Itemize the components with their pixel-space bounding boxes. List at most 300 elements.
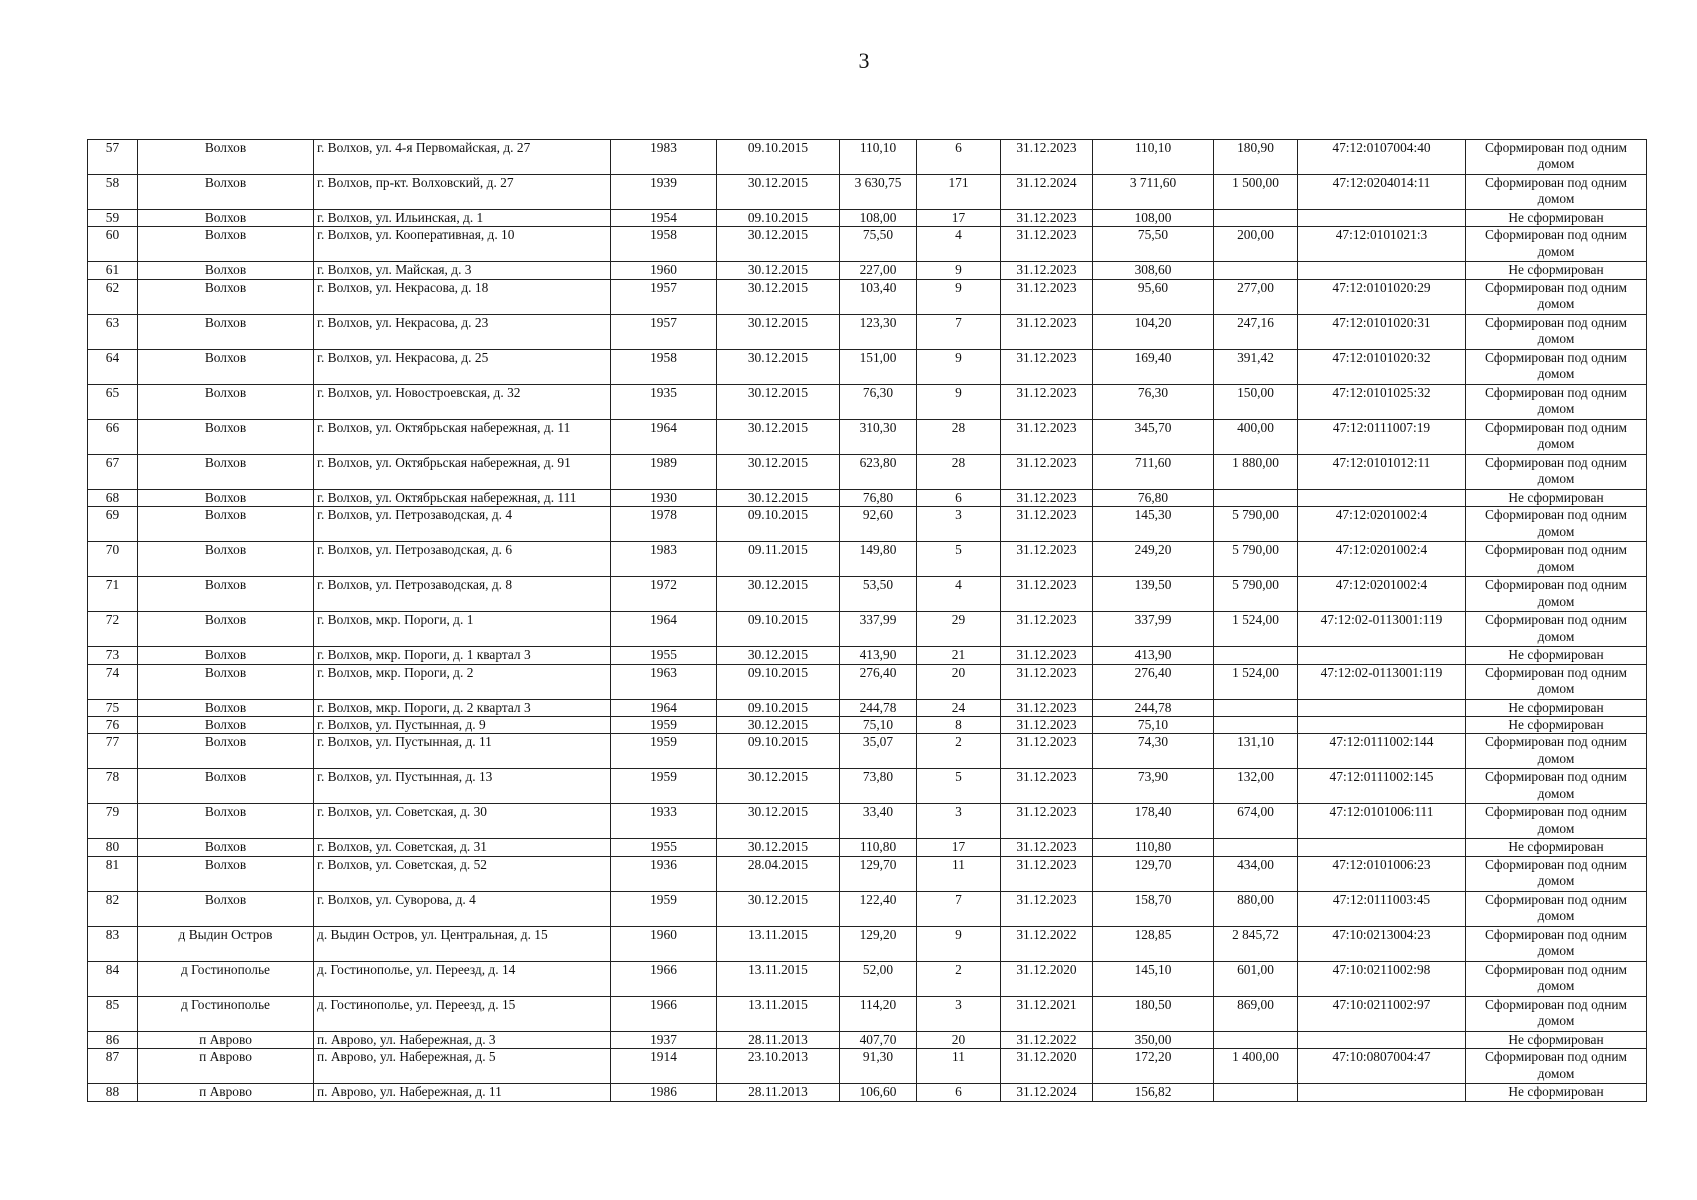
- cell-total-area: 76,30: [1093, 384, 1214, 419]
- cell-cadastral-number: [1298, 1084, 1466, 1101]
- cell-address: г. Волхов, мкр. Пороги, д. 1: [314, 612, 611, 647]
- cell-land-status: Сформирован под одним домом: [1466, 542, 1647, 577]
- cell-planned-date: 31.12.2023: [1001, 349, 1093, 384]
- cell-number: 58: [88, 175, 138, 210]
- cell-planned-date: 31.12.2023: [1001, 542, 1093, 577]
- cell-land-status: Сформирован под одним домом: [1466, 664, 1647, 699]
- cell-land-status: Не сформирован: [1466, 262, 1647, 279]
- cell-total-area: 75,10: [1093, 717, 1214, 734]
- cell-year: 1937: [611, 1031, 717, 1048]
- cell-year: 1959: [611, 769, 717, 804]
- cell-land-status: Сформирован под одним домом: [1466, 314, 1647, 349]
- cell-area: 76,80: [840, 489, 917, 506]
- cell-land-area: 2 845,72: [1214, 926, 1298, 961]
- cell-land-area: 880,00: [1214, 891, 1298, 926]
- cell-area: 3 630,75: [840, 175, 917, 210]
- table-row: [88, 210, 1647, 227]
- cell-area: 227,00: [840, 262, 917, 279]
- cell-locality: Волхов: [138, 769, 314, 804]
- cell-residents: 24: [917, 699, 1001, 716]
- cell-total-area: 3 711,60: [1093, 175, 1214, 210]
- cell-area: 108,00: [840, 210, 917, 227]
- cell-land-status: Сформирован под одним домом: [1466, 349, 1647, 384]
- cell-address: г. Волхов, ул. Октябрьская набережная, д. 111: [314, 489, 611, 506]
- cell-planned-date: 31.12.2023: [1001, 804, 1093, 839]
- cell-area: 244,78: [840, 699, 917, 716]
- cell-area: 33,40: [840, 804, 917, 839]
- cell-land-area: 1 524,00: [1214, 612, 1298, 647]
- cell-land-status: Сформирован под одним домом: [1466, 454, 1647, 489]
- cell-total-area: 156,82: [1093, 1084, 1214, 1101]
- cell-number: 57: [88, 140, 138, 175]
- cell-area: 110,80: [840, 839, 917, 856]
- cell-total-area: 139,50: [1093, 577, 1214, 612]
- cell-total-area: 73,90: [1093, 769, 1214, 804]
- cell-year: 1972: [611, 577, 717, 612]
- cell-cadastral-number: [1298, 839, 1466, 856]
- cell-total-area: 108,00: [1093, 210, 1214, 227]
- cell-locality: п Аврово: [138, 1049, 314, 1084]
- cell-area: 73,80: [840, 769, 917, 804]
- cell-land-status: Не сформирован: [1466, 210, 1647, 227]
- cell-total-area: 95,60: [1093, 279, 1214, 314]
- cell-total-area: 350,00: [1093, 1031, 1214, 1048]
- cell-land-status: Сформирован под одним домом: [1466, 612, 1647, 647]
- cell-residents: 17: [917, 839, 1001, 856]
- cell-locality: Волхов: [138, 262, 314, 279]
- cell-locality: д Выдин Остров: [138, 926, 314, 961]
- cell-cadastral-number: 47:12:0111002:145: [1298, 769, 1466, 804]
- cell-date: 09.10.2015: [717, 507, 840, 542]
- cell-residents: 28: [917, 419, 1001, 454]
- cell-planned-date: 31.12.2023: [1001, 664, 1093, 699]
- cell-total-area: 413,90: [1093, 647, 1214, 664]
- cell-area: 310,30: [840, 419, 917, 454]
- cell-area: 52,00: [840, 961, 917, 996]
- cell-area: 129,70: [840, 856, 917, 891]
- cell-year: 1958: [611, 227, 717, 262]
- cell-residents: 6: [917, 1084, 1001, 1101]
- cell-date: 30.12.2015: [717, 349, 840, 384]
- cell-land-area: 391,42: [1214, 349, 1298, 384]
- cell-area: 75,10: [840, 717, 917, 734]
- cell-planned-date: 31.12.2020: [1001, 1049, 1093, 1084]
- cell-number: 79: [88, 804, 138, 839]
- cell-residents: 4: [917, 577, 1001, 612]
- cell-planned-date: 31.12.2023: [1001, 769, 1093, 804]
- cell-address: г. Волхов, пр-кт. Волховский, д. 27: [314, 175, 611, 210]
- table-row: [88, 419, 1647, 454]
- cell-address: г. Волхов, ул. Новостроевская, д. 32: [314, 384, 611, 419]
- cell-address: г. Волхов, ул. Пустынная, д. 9: [314, 717, 611, 734]
- table-row: [88, 489, 1647, 506]
- cell-date: 30.12.2015: [717, 419, 840, 454]
- page-number: 3: [858, 48, 870, 73]
- cell-residents: 21: [917, 647, 1001, 664]
- cell-residents: 11: [917, 1049, 1001, 1084]
- cell-planned-date: 31.12.2023: [1001, 454, 1093, 489]
- cell-land-status: Сформирован под одним домом: [1466, 227, 1647, 262]
- cell-residents: 9: [917, 349, 1001, 384]
- cell-land-status: Сформирован под одним домом: [1466, 891, 1647, 926]
- cell-address: г. Волхов, мкр. Пороги, д. 2 квартал 3: [314, 699, 611, 716]
- cell-locality: Волхов: [138, 804, 314, 839]
- cell-land-status: Сформирован под одним домом: [1466, 507, 1647, 542]
- cell-cadastral-number: 47:12:0101020:31: [1298, 314, 1466, 349]
- cell-locality: Волхов: [138, 175, 314, 210]
- cell-total-area: 172,20: [1093, 1049, 1214, 1084]
- table-row: [88, 1049, 1647, 1084]
- cell-number: 75: [88, 699, 138, 716]
- cell-area: 122,40: [840, 891, 917, 926]
- table-row: [88, 856, 1647, 891]
- cell-date: 30.12.2015: [717, 577, 840, 612]
- table-row: [88, 612, 1647, 647]
- cell-locality: Волхов: [138, 384, 314, 419]
- cell-cadastral-number: 47:12:02-0113001:119: [1298, 664, 1466, 699]
- cell-locality: Волхов: [138, 227, 314, 262]
- cell-date: 30.12.2015: [717, 314, 840, 349]
- cell-cadastral-number: 47:12:0201002:4: [1298, 577, 1466, 612]
- cell-locality: Волхов: [138, 664, 314, 699]
- cell-locality: Волхов: [138, 210, 314, 227]
- cell-year: 1983: [611, 140, 717, 175]
- cell-locality: Волхов: [138, 349, 314, 384]
- cell-date: 30.12.2015: [717, 279, 840, 314]
- cell-land-status: Сформирован под одним домом: [1466, 961, 1647, 996]
- cell-date: 30.12.2015: [717, 891, 840, 926]
- cell-year: 1964: [611, 612, 717, 647]
- cell-cadastral-number: [1298, 647, 1466, 664]
- cell-residents: 5: [917, 542, 1001, 577]
- cell-land-status: Сформирован под одним домом: [1466, 1049, 1647, 1084]
- table-row: [88, 227, 1647, 262]
- cell-planned-date: 31.12.2023: [1001, 384, 1093, 419]
- cell-year: 1989: [611, 454, 717, 489]
- cell-date: 09.10.2015: [717, 664, 840, 699]
- cell-year: 1964: [611, 699, 717, 716]
- cell-locality: Волхов: [138, 647, 314, 664]
- cell-residents: 3: [917, 804, 1001, 839]
- cell-year: 1986: [611, 1084, 717, 1101]
- cell-date: 30.12.2015: [717, 717, 840, 734]
- cell-cadastral-number: 47:12:0101006:23: [1298, 856, 1466, 891]
- cell-total-area: 337,99: [1093, 612, 1214, 647]
- cell-number: 66: [88, 419, 138, 454]
- cell-land-area: [1214, 717, 1298, 734]
- cell-cadastral-number: 47:12:0101006:111: [1298, 804, 1466, 839]
- cell-land-area: 674,00: [1214, 804, 1298, 839]
- cell-total-area: 104,20: [1093, 314, 1214, 349]
- cell-address: г. Волхов, ул. Петрозаводская, д. 6: [314, 542, 611, 577]
- cell-cadastral-number: 47:12:0111007:19: [1298, 419, 1466, 454]
- cell-area: 35,07: [840, 734, 917, 769]
- table-row: [88, 349, 1647, 384]
- cell-date: 13.11.2015: [717, 926, 840, 961]
- cell-planned-date: 31.12.2023: [1001, 314, 1093, 349]
- cell-address: г. Волхов, ул. 4-я Первомайская, д. 27: [314, 140, 611, 175]
- cell-year: 1939: [611, 175, 717, 210]
- cell-planned-date: 31.12.2023: [1001, 612, 1093, 647]
- cell-cadastral-number: [1298, 1031, 1466, 1048]
- cell-planned-date: 31.12.2023: [1001, 717, 1093, 734]
- cell-locality: Волхов: [138, 839, 314, 856]
- cell-address: г. Волхов, ул. Кооперативная, д. 10: [314, 227, 611, 262]
- cell-number: 71: [88, 577, 138, 612]
- cell-date: 30.12.2015: [717, 647, 840, 664]
- table-row: [88, 839, 1647, 856]
- cell-date: 28.11.2013: [717, 1031, 840, 1048]
- table-row: [88, 1031, 1647, 1048]
- cell-total-area: 75,50: [1093, 227, 1214, 262]
- cell-residents: 9: [917, 279, 1001, 314]
- cell-land-area: [1214, 699, 1298, 716]
- cell-address: г. Волхов, мкр. Пороги, д. 2: [314, 664, 611, 699]
- table-row: [88, 699, 1647, 716]
- cell-number: 69: [88, 507, 138, 542]
- cell-residents: 8: [917, 717, 1001, 734]
- cell-year: 1933: [611, 804, 717, 839]
- cell-land-area: 131,10: [1214, 734, 1298, 769]
- cell-year: 1959: [611, 734, 717, 769]
- cell-cadastral-number: [1298, 489, 1466, 506]
- cell-address: г. Волхов, ул. Октябрьская набережная, д. 91: [314, 454, 611, 489]
- cell-number: 67: [88, 454, 138, 489]
- cell-year: 1960: [611, 926, 717, 961]
- table-row: [88, 804, 1647, 839]
- cell-residents: 28: [917, 454, 1001, 489]
- cell-date: 13.11.2015: [717, 996, 840, 1031]
- cell-residents: 6: [917, 489, 1001, 506]
- cell-land-area: [1214, 647, 1298, 664]
- cell-planned-date: 31.12.2023: [1001, 262, 1093, 279]
- cell-planned-date: 31.12.2023: [1001, 140, 1093, 175]
- table-body: [88, 140, 1647, 1102]
- cell-date: 30.12.2015: [717, 804, 840, 839]
- cell-total-area: 178,40: [1093, 804, 1214, 839]
- cell-locality: Волхов: [138, 734, 314, 769]
- cell-planned-date: 31.12.2022: [1001, 926, 1093, 961]
- table-row: [88, 507, 1647, 542]
- cell-number: 68: [88, 489, 138, 506]
- cell-date: 13.11.2015: [717, 961, 840, 996]
- cell-year: 1954: [611, 210, 717, 227]
- cell-area: 114,20: [840, 996, 917, 1031]
- cell-residents: 2: [917, 734, 1001, 769]
- cell-locality: Волхов: [138, 489, 314, 506]
- cell-total-area: 74,30: [1093, 734, 1214, 769]
- cell-date: 09.10.2015: [717, 734, 840, 769]
- cell-cadastral-number: 47:12:0101012:11: [1298, 454, 1466, 489]
- cell-locality: Волхов: [138, 140, 314, 175]
- cell-land-status: Сформирован под одним домом: [1466, 577, 1647, 612]
- cell-address: г. Волхов, ул. Петрозаводская, д. 4: [314, 507, 611, 542]
- cell-locality: Волхов: [138, 507, 314, 542]
- cell-land-area: 277,00: [1214, 279, 1298, 314]
- cell-total-area: 129,70: [1093, 856, 1214, 891]
- cell-total-area: 145,10: [1093, 961, 1214, 996]
- cell-date: 09.10.2015: [717, 612, 840, 647]
- cell-date: 09.10.2015: [717, 210, 840, 227]
- cell-land-status: Сформирован под одним домом: [1466, 804, 1647, 839]
- cell-address: д. Гостинополье, ул. Переезд, д. 15: [314, 996, 611, 1031]
- cell-land-area: [1214, 489, 1298, 506]
- cell-land-area: 5 790,00: [1214, 542, 1298, 577]
- cell-date: 30.12.2015: [717, 227, 840, 262]
- cell-year: 1914: [611, 1049, 717, 1084]
- cell-land-area: 150,00: [1214, 384, 1298, 419]
- cell-number: 70: [88, 542, 138, 577]
- cell-year: 1955: [611, 839, 717, 856]
- cell-planned-date: 31.12.2023: [1001, 839, 1093, 856]
- cell-locality: Волхов: [138, 891, 314, 926]
- cell-land-area: 5 790,00: [1214, 507, 1298, 542]
- cell-date: 23.10.2013: [717, 1049, 840, 1084]
- cell-locality: Волхов: [138, 856, 314, 891]
- cell-land-status: Не сформирован: [1466, 839, 1647, 856]
- cell-cadastral-number: 47:12:0111002:144: [1298, 734, 1466, 769]
- cell-date: 30.12.2015: [717, 384, 840, 419]
- table-row: [88, 961, 1647, 996]
- cell-address: г. Волхов, ул. Некрасова, д. 23: [314, 314, 611, 349]
- cell-area: 407,70: [840, 1031, 917, 1048]
- table-row: [88, 542, 1647, 577]
- cell-total-area: 180,50: [1093, 996, 1214, 1031]
- cell-year: 1957: [611, 279, 717, 314]
- cell-number: 82: [88, 891, 138, 926]
- cell-land-area: 869,00: [1214, 996, 1298, 1031]
- cell-residents: 6: [917, 140, 1001, 175]
- cell-date: 30.12.2015: [717, 175, 840, 210]
- cell-land-area: 5 790,00: [1214, 577, 1298, 612]
- cell-land-status: Сформирован под одним домом: [1466, 419, 1647, 454]
- cell-address: г. Волхов, ул. Петрозаводская, д. 8: [314, 577, 611, 612]
- cell-year: 1958: [611, 349, 717, 384]
- cell-number: 87: [88, 1049, 138, 1084]
- cell-planned-date: 31.12.2023: [1001, 699, 1093, 716]
- cell-planned-date: 31.12.2020: [1001, 961, 1093, 996]
- cell-locality: Волхов: [138, 542, 314, 577]
- cell-number: 73: [88, 647, 138, 664]
- cell-cadastral-number: 47:12:0101020:32: [1298, 349, 1466, 384]
- cell-residents: 9: [917, 262, 1001, 279]
- cell-residents: 3: [917, 507, 1001, 542]
- cell-year: 1963: [611, 664, 717, 699]
- cell-area: 413,90: [840, 647, 917, 664]
- cell-land-area: [1214, 1031, 1298, 1048]
- cell-residents: 171: [917, 175, 1001, 210]
- cell-number: 62: [88, 279, 138, 314]
- table-row: [88, 1084, 1647, 1101]
- cell-planned-date: 31.12.2023: [1001, 891, 1093, 926]
- cell-cadastral-number: 47:10:0213004:23: [1298, 926, 1466, 961]
- cell-residents: 3: [917, 996, 1001, 1031]
- table-row: [88, 926, 1647, 961]
- cell-planned-date: 31.12.2024: [1001, 175, 1093, 210]
- cell-cadastral-number: 47:12:0101021:3: [1298, 227, 1466, 262]
- cell-number: 81: [88, 856, 138, 891]
- cell-land-status: Сформирован под одним домом: [1466, 996, 1647, 1031]
- cell-year: 1936: [611, 856, 717, 891]
- cell-cadastral-number: [1298, 262, 1466, 279]
- cell-residents: 2: [917, 961, 1001, 996]
- cell-planned-date: 31.12.2023: [1001, 647, 1093, 664]
- cell-area: 129,20: [840, 926, 917, 961]
- cell-land-area: [1214, 210, 1298, 227]
- cell-cadastral-number: 47:10:0807004:47: [1298, 1049, 1466, 1084]
- cell-address: п. Аврово, ул. Набережная, д. 11: [314, 1084, 611, 1101]
- cell-number: 78: [88, 769, 138, 804]
- cell-planned-date: 31.12.2023: [1001, 227, 1093, 262]
- cell-land-area: 1 880,00: [1214, 454, 1298, 489]
- cell-area: 92,60: [840, 507, 917, 542]
- cell-year: 1966: [611, 996, 717, 1031]
- cell-residents: 7: [917, 891, 1001, 926]
- cell-year: 1983: [611, 542, 717, 577]
- cell-number: 61: [88, 262, 138, 279]
- cell-residents: 17: [917, 210, 1001, 227]
- cell-total-area: 76,80: [1093, 489, 1214, 506]
- cell-total-area: 158,70: [1093, 891, 1214, 926]
- cell-address: г. Волхов, ул. Суворова, д. 4: [314, 891, 611, 926]
- cell-cadastral-number: [1298, 717, 1466, 734]
- cell-year: 1959: [611, 891, 717, 926]
- cell-date: 30.12.2015: [717, 769, 840, 804]
- cell-year: 1935: [611, 384, 717, 419]
- cell-number: 59: [88, 210, 138, 227]
- cell-total-area: 145,30: [1093, 507, 1214, 542]
- cell-number: 84: [88, 961, 138, 996]
- table-row: [88, 769, 1647, 804]
- table-row: [88, 647, 1647, 664]
- cell-cadastral-number: 47:12:0201002:4: [1298, 507, 1466, 542]
- cell-area: 103,40: [840, 279, 917, 314]
- cell-residents: 20: [917, 664, 1001, 699]
- cell-locality: Волхов: [138, 717, 314, 734]
- cell-year: 1960: [611, 262, 717, 279]
- cell-date: 30.12.2015: [717, 839, 840, 856]
- cell-total-area: 249,20: [1093, 542, 1214, 577]
- cell-total-area: 128,85: [1093, 926, 1214, 961]
- cell-number: 63: [88, 314, 138, 349]
- cell-area: 276,40: [840, 664, 917, 699]
- cell-planned-date: 31.12.2023: [1001, 734, 1093, 769]
- cell-locality: д Гостинополье: [138, 961, 314, 996]
- cell-address: г. Волхов, ул. Октябрьская набережная, д. 11: [314, 419, 611, 454]
- cell-locality: п Аврово: [138, 1084, 314, 1101]
- cell-address: д. Гостинополье, ул. Переезд, д. 14: [314, 961, 611, 996]
- cell-residents: 4: [917, 227, 1001, 262]
- cell-address: г. Волхов, ул. Пустынная, д. 13: [314, 769, 611, 804]
- cell-residents: 29: [917, 612, 1001, 647]
- cell-address: п. Аврово, ул. Набережная, д. 3: [314, 1031, 611, 1048]
- cell-land-area: 434,00: [1214, 856, 1298, 891]
- cell-address: г. Волхов, ул. Пустынная, д. 11: [314, 734, 611, 769]
- table-row: [88, 664, 1647, 699]
- cell-area: 337,99: [840, 612, 917, 647]
- cell-locality: Волхов: [138, 577, 314, 612]
- cell-cadastral-number: 47:10:0211002:98: [1298, 961, 1466, 996]
- cell-land-status: Сформирован под одним домом: [1466, 926, 1647, 961]
- table-row: [88, 175, 1647, 210]
- cell-total-area: 276,40: [1093, 664, 1214, 699]
- cell-land-status: Не сформирован: [1466, 1084, 1647, 1101]
- cell-date: 30.12.2015: [717, 489, 840, 506]
- cell-area: 149,80: [840, 542, 917, 577]
- cell-date: 09.10.2015: [717, 140, 840, 175]
- cell-planned-date: 31.12.2021: [1001, 996, 1093, 1031]
- cell-land-status: Не сформирован: [1466, 699, 1647, 716]
